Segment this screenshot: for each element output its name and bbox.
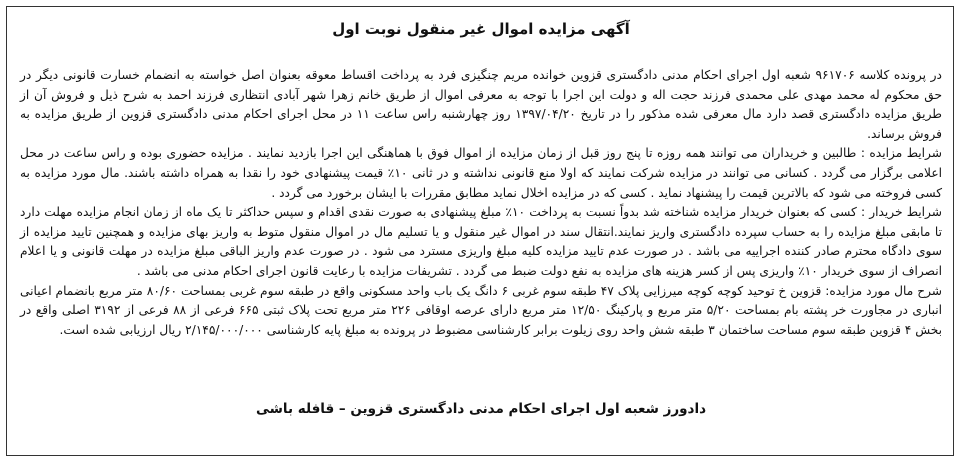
- phone-watermark: ۰۲۱-۸۸۳۴۹۶۷۰-۵: [334, 354, 628, 395]
- paragraph-auction-conditions: شرایط مزایده : طالبین و خریداران می توانند همه روزه تا پنج روز قبل از زمان مزایده از اموال فوق با هماهنگی این اجرا بازدید نمایند . مزایده حضوری بوده و راس ساعت در محل اعلامی برگزار می گردد . کسانی می توانند در مزایده شرکت نمایند که اولا منع قانونی نداشته و در ثانی ۱۰٪ قیمت پیشنهادی خود را نقدا به همراه داشته باشند. مال مورد مزایده به کسی فروخته می شود که بالاترین قیمت را پیشنهاد نماید . کسی که در مزایده اخلال نماید مطابق مقررات با ایشان برخورد می گردد .: [20, 146, 942, 200]
- notice-title: آگهی مزایده اموال غیر منقول نوبت اول: [332, 20, 630, 38]
- paragraph-buyer-conditions: شرایط خریدار : کسی که بعنوان خریدار مزایده شناخته شد بدواً نسبت به پرداخت ۱۰٪ مبلغ پیشنهادی به صورت نقدی اقدام و سپس حداکثر تا یک ماه از زمان انجام مزایده مهلت دارد تا مابقی مبلغ مزایده را به حساب سپرده دادگستری واریز نمایند.انتقال سند در اموال غیر منقول و یا تسلیم مال در اموال منقول متوط به واریز بهای مزایده و همچنین تایید مزایده از سوی دادگاه محترم صادر کننده اجراییه می باشد . در صورت عدم تایید مزایده کلیه مبلغ واریزی مسترد می شود . در صورت عدم واریز الباقی مبلغ مزایده در مهلت قانونی و یا اعلام انصراف از سوی خریدار ۱۰٪ واریزی پس از کسر هزینه های مزایده به نفع دولت ضبط می گردد . تشریفات مزایده با رعایت قانون اجرای احکام مدنی می باشد .: [20, 205, 942, 278]
- notice-body: [20, 66, 942, 340]
- notice-signature: دادورز شعبه اول اجرای احکام مدنی دادگستری قزوین – قافله باشی: [255, 401, 707, 417]
- paragraph-case-description: در پرونده کلاسه ۹۶۱۷۰۶ شعبه اول اجرای احکام مدنی دادگستری قزوین خوانده مریم چنگیزی فرد به پرداخت اقساط معوقه بعنوان اصل خواسته به انضمام خسارت قانونی دیگر در حق محکوم له محمد مهدی علی محمدی فرزند حجت اله و دولت این اجرا با توجه به معرفی اموال از طریق خانم زهرا شهر آبادی انتظاری فرزند احمد به شرح ذیل و فروش آن از طریق مزایده دادگستری قصد دارد مال معرفی شده مذکور را در تاریخ ۱۳۹۷/۰۴/۲۰ روز چهارشنبه راس ساعت ۱۱ در محل اجرای احکام مدنی دادگستری قزوین از طریق مزایده به فروش برساند.: [20, 68, 942, 141]
- paragraph-property-description: شرح مال مورد مزایده: قزوین خ توحید کوچه کوچه میرزایی پلاک ۴۷ طبقه سوم غربی ۶ دانگ یک باب واحد مسکونی واقع در طبقه سوم غربی بمساحت ۸۰/۶۰ متر مربع بانضمام اعیانی انباری در مجاورت خر پشته بام بمساحت ۵/۲۰ متر مربع و پارکینگ ۱۲/۵۰ متر مربع دارای عرصه اوقافی ۲۲۶ متر مربع تحت پلاک ثبتی ۶۶۵ فرعی از ۸۸ فرعی از ۳۱۹۲ اصلی واقع در بخش ۴ قزوین طبقه سوم مساحت ساختمان ۳ طبقه شش واحد روی زیلوت برابر کارشناسی مضبوط در پرونده به مبلغ پایه کارشناسی ۲/۱۴۵/۰۰۰/۰۰۰ ریال ارزیابی شده است.: [20, 283, 943, 337]
